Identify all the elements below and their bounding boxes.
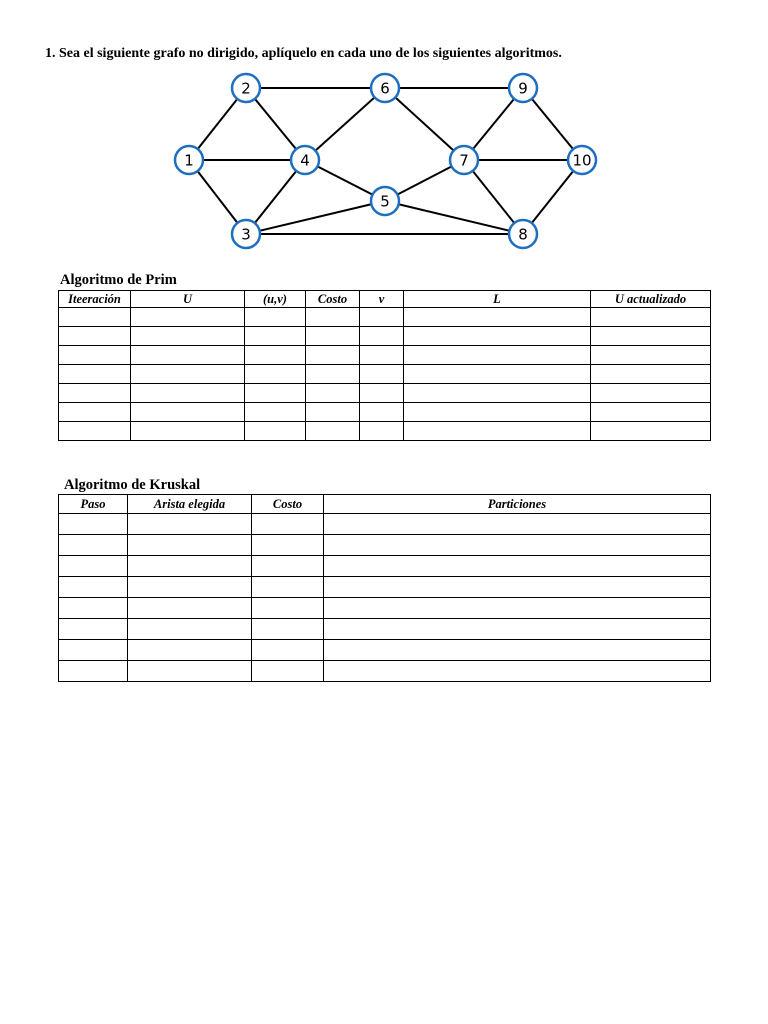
prim-table-cell — [591, 384, 711, 403]
kruskal-title: Algoritmo de Kruskal — [64, 477, 201, 493]
kruskal-table-cell — [128, 661, 252, 682]
kruskal-table-cell — [252, 556, 324, 577]
prim-table-row — [59, 327, 711, 346]
prim-table-cell — [404, 384, 591, 403]
graph-diagram — [0, 0, 768, 260]
kruskal-table-cell — [128, 514, 252, 535]
graph-node-label: 6 — [380, 79, 390, 98]
kruskal-table-cell — [59, 556, 128, 577]
kruskal-table-cell — [59, 619, 128, 640]
kruskal-header-row — [59, 495, 711, 514]
prim-table-cell — [245, 346, 306, 365]
kruskal-table-row — [59, 514, 711, 535]
kruskal-table-cell — [128, 577, 252, 598]
graph-edge-3-5 — [246, 201, 385, 234]
kruskal-table-cell — [324, 535, 711, 556]
prim-table-row — [59, 365, 711, 384]
kruskal-table-cell — [252, 577, 324, 598]
prim-table-cell — [404, 308, 591, 327]
graph-node-9 — [509, 74, 537, 102]
prim-table-cell — [131, 403, 245, 422]
prim-header-iteracion: Iteeración — [59, 291, 131, 308]
prim-table-cell — [59, 327, 131, 346]
kruskal-table-row — [59, 661, 711, 682]
prim-table-cell — [306, 346, 360, 365]
graph-node-6 — [371, 74, 399, 102]
kruskal-table-cell — [252, 535, 324, 556]
prim-table-cell — [591, 308, 711, 327]
kruskal-table-cell — [128, 556, 252, 577]
kruskal-table-cell — [324, 556, 711, 577]
prim-table-cell — [131, 422, 245, 441]
prim-header-costo: Costo — [306, 291, 360, 308]
kruskal-table-cell — [128, 598, 252, 619]
graph-node-label: 4 — [300, 151, 310, 170]
graph-node-label: 3 — [241, 225, 251, 244]
prim-table-cell — [131, 327, 245, 346]
prim-table-cell — [59, 346, 131, 365]
prim-table-cell — [404, 422, 591, 441]
prim-table-cell — [306, 308, 360, 327]
prim-table-cell — [360, 422, 404, 441]
prim-table-cell — [131, 346, 245, 365]
prim-header-uv: (u,v) — [245, 291, 306, 308]
prim-header-l: L — [404, 291, 591, 308]
kruskal-table-cell — [59, 661, 128, 682]
prim-table-row — [59, 384, 711, 403]
graph-node-label: 5 — [380, 192, 390, 211]
prim-table-row — [59, 308, 711, 327]
prim-table-cell — [360, 346, 404, 365]
prim-table-cell — [131, 384, 245, 403]
kruskal-table-cell — [59, 535, 128, 556]
prim-table-row — [59, 346, 711, 365]
prim-table-cell — [306, 422, 360, 441]
kruskal-table-cell — [252, 640, 324, 661]
prim-table-cell — [306, 384, 360, 403]
kruskal-table-row — [59, 640, 711, 661]
graph-node-1 — [175, 146, 203, 174]
prim-table-cell — [59, 403, 131, 422]
prim-table-cell — [131, 365, 245, 384]
prim-table-row — [59, 422, 711, 441]
kruskal-table-cell — [252, 514, 324, 535]
prim-table-cell — [306, 403, 360, 422]
kruskal-table-cell — [324, 514, 711, 535]
kruskal-table-row — [59, 619, 711, 640]
kruskal-table-cell — [59, 577, 128, 598]
prim-table-cell — [59, 422, 131, 441]
kruskal-table-cell — [324, 598, 711, 619]
prim-table-cell — [245, 308, 306, 327]
graph-node-10 — [568, 146, 596, 174]
kruskal-table-row — [59, 598, 711, 619]
prim-table-cell — [245, 365, 306, 384]
kruskal-header-particiones: Particiones — [324, 495, 711, 514]
kruskal-table-body — [59, 514, 711, 682]
graph-node-5 — [371, 187, 399, 215]
graph-node-label: 2 — [241, 79, 251, 98]
prim-table-cell — [59, 365, 131, 384]
prim-table-cell — [404, 346, 591, 365]
kruskal-header-paso: Paso — [59, 495, 128, 514]
prim-header-u-actualizado: U actualizado — [591, 291, 711, 308]
kruskal-table-cell — [59, 514, 128, 535]
graph-edge-4-6 — [305, 88, 385, 160]
prim-table-cell — [59, 308, 131, 327]
kruskal-header-arista: Arista elegida — [128, 495, 252, 514]
kruskal-table-cell — [128, 640, 252, 661]
kruskal-table-cell — [252, 598, 324, 619]
graph-edge-5-8 — [385, 201, 523, 234]
prim-table-cell — [131, 308, 245, 327]
prim-table — [58, 290, 711, 441]
prim-table-cell — [404, 403, 591, 422]
graph-node-3 — [232, 220, 260, 248]
prim-table-cell — [306, 327, 360, 346]
prim-header-u: U — [131, 291, 245, 308]
graph-node-label: 10 — [572, 151, 592, 170]
graph-node-2 — [232, 74, 260, 102]
prim-table-cell — [591, 327, 711, 346]
prim-table-cell — [59, 384, 131, 403]
prim-table-cell — [245, 422, 306, 441]
kruskal-header-costo: Costo — [252, 495, 324, 514]
kruskal-table-cell — [324, 577, 711, 598]
prim-table-cell — [245, 327, 306, 346]
kruskal-table-cell — [252, 619, 324, 640]
kruskal-table-cell — [324, 640, 711, 661]
prim-table-cell — [360, 384, 404, 403]
question-text: 1. Sea el siguiente grafo no dirigido, aplíquelo en cada uno de los siguientes algoritmos. — [45, 46, 562, 61]
kruskal-table-cell — [128, 619, 252, 640]
prim-table-cell — [306, 365, 360, 384]
prim-table-cell — [245, 384, 306, 403]
graph-node-8 — [509, 220, 537, 248]
kruskal-table-cell — [59, 598, 128, 619]
kruskal-table — [58, 494, 711, 682]
graph-node-label: 7 — [459, 151, 469, 170]
kruskal-table-cell — [324, 619, 711, 640]
graph-node-label: 9 — [518, 79, 528, 98]
prim-table-cell — [591, 346, 711, 365]
prim-table-cell — [360, 365, 404, 384]
prim-table-cell — [591, 422, 711, 441]
kruskal-table-row — [59, 535, 711, 556]
graph-node-label: 1 — [184, 151, 194, 170]
graph-edge-6-7 — [385, 88, 464, 160]
prim-table-row — [59, 403, 711, 422]
graph-node-4 — [291, 146, 319, 174]
kruskal-table-cell — [324, 661, 711, 682]
kruskal-table-cell — [128, 535, 252, 556]
prim-header-row — [59, 291, 711, 308]
prim-table-cell — [404, 327, 591, 346]
kruskal-table-cell — [252, 661, 324, 682]
prim-table-cell — [404, 365, 591, 384]
prim-table-cell — [245, 403, 306, 422]
prim-table-body — [59, 308, 711, 441]
prim-table-cell — [591, 365, 711, 384]
prim-table-cell — [591, 403, 711, 422]
prim-title: Algoritmo de Prim — [60, 272, 177, 288]
kruskal-table-cell — [59, 640, 128, 661]
kruskal-table-row — [59, 556, 711, 577]
graph-node-7 — [450, 146, 478, 174]
prim-table-cell — [360, 403, 404, 422]
prim-header-v: v — [360, 291, 404, 308]
prim-table-cell — [360, 308, 404, 327]
kruskal-table-row — [59, 577, 711, 598]
graph-node-label: 8 — [518, 225, 528, 244]
prim-table-cell — [360, 327, 404, 346]
